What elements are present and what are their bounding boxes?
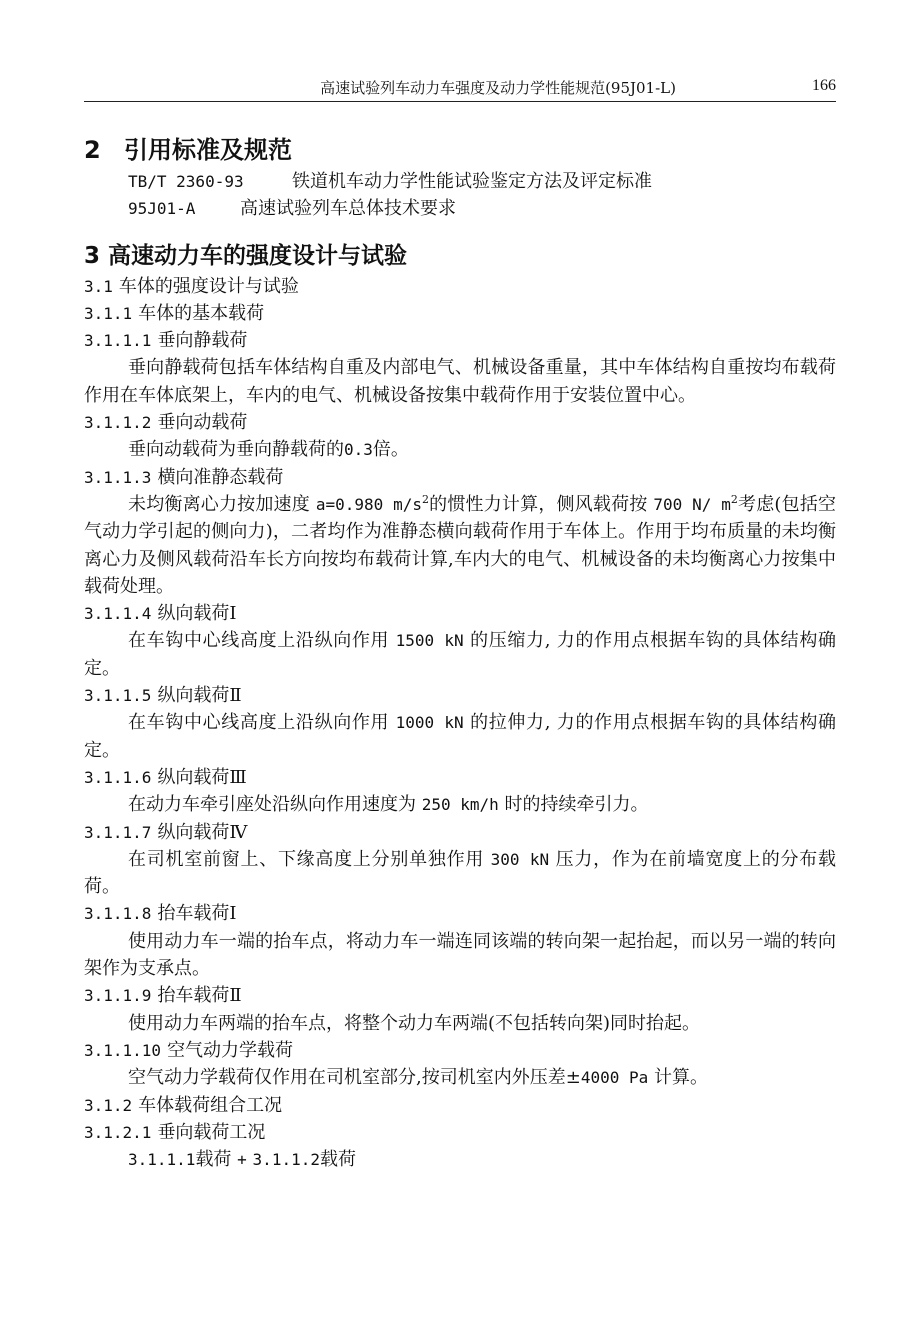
page-header xyxy=(84,77,836,102)
page-content xyxy=(84,132,836,1173)
header-title: 高速试验列车动力车强度及动力学性能规范(95J01-L) xyxy=(320,79,676,97)
subsection-heading: 3.1.1.2 垂向动载荷 xyxy=(84,412,248,434)
paragraph: 在司机室前窗上、下缘高度上分别单独作用 300 kN 压力，作为在前墙宽度上的分布载荷。 xyxy=(84,848,836,898)
section-title: 引用标准及规范 xyxy=(124,136,292,164)
section-number: 3 xyxy=(84,242,101,269)
section-title: 高速动力车的强度设计与试验 xyxy=(108,242,408,269)
subsection-heading: 3.1.1.4 纵向载荷Ⅰ xyxy=(84,603,237,625)
paragraph: 在动力车牵引座处沿纵向作用速度为 250 km/h 时的持续牵引力。 xyxy=(128,794,649,816)
paragraph: 在车钩中心线高度上沿纵向作用 1500 kN 的压缩力, 力的作用点根据车钩的具体结构确定。 xyxy=(84,630,836,679)
section-3-heading xyxy=(84,239,836,273)
section-number: 2 xyxy=(84,136,101,164)
reference-item xyxy=(128,168,836,195)
subsection-heading: 3.1 车体的强度设计与试验 xyxy=(84,275,299,297)
subsection-heading: 3.1.1.5 纵向载荷Ⅱ xyxy=(84,685,242,707)
load-combination: 3.1.1.1载荷 + 3.1.1.2载荷 xyxy=(128,1149,356,1171)
reference-code: TB/T 2360-93 xyxy=(128,172,244,191)
paragraph: 使用动力车一端的抬车点，将动力车一端连同该端的转向架一起抬起，而以另一端的转向架作为支承点。 xyxy=(84,930,836,980)
section-2-heading xyxy=(84,132,836,168)
paragraph: 垂向静载荷包括车体结构自重及内部电气、机械设备重量，其中车体结构自重按均布载荷作用在车体底架上，车内的电气、机械设备按集中载荷作用于安装位置中心。 xyxy=(84,357,836,406)
paragraph: 在车钩中心线高度上沿纵向作用 1000 kN 的拉伸力, 力的作用点根据车钩的具体结构确定。 xyxy=(84,712,836,761)
paragraph: 空气动力学载荷仅作用在司机室部分,按司机室内外压差±4000 Pa 计算。 xyxy=(128,1067,708,1089)
subsection-heading: 3.1.2.1 垂向载荷工况 xyxy=(84,1121,266,1143)
subsection-heading: 3.1.1.10 空气动力学载荷 xyxy=(84,1039,294,1061)
subsection-heading: 3.1.1.9 抬车载荷Ⅱ xyxy=(84,985,242,1007)
subsection-heading: 3.1.2 车体载荷组合工况 xyxy=(84,1094,283,1116)
subsection-heading: 3.1.1.8 抬车载荷Ⅰ xyxy=(84,903,237,925)
paragraph: 未均衡离心力按加速度 a=0.980 $m/s^2$的惯性力计算，侧风载荷按 700 N/ $m^2$考虑(包括空气动力学引起的侧向力)，二者均作为准静态横向载荷作用于车体上。作用于均布质量的未均衡离心力及侧风载荷沿车长方向按均布载荷计算,车内大的电气、机械设备的未均衡离心力按集中载荷处理。 xyxy=(84,492,837,597)
subsection-heading: 3.1.1 车体的基本载荷 xyxy=(84,302,265,324)
subsection-heading: 3.1.1.6 纵向载荷Ⅲ xyxy=(84,766,247,788)
reference-text: 铁道机车动力学性能试验鉴定方法及评定标准 xyxy=(292,171,652,192)
paragraph: 垂向动载荷为垂向静载荷的0.3倍。 xyxy=(128,439,409,461)
reference-code: 95J01-A xyxy=(128,199,196,219)
reference-item xyxy=(128,195,836,222)
reference-text: 高速试验列车总体技术要求 xyxy=(240,198,456,220)
subsection-heading: 3.1.1.3 横向准静态载荷 xyxy=(84,466,284,488)
subsection-heading: 3.1.1.7 纵向载荷Ⅳ xyxy=(84,821,248,843)
subsection-heading: 3.1.1.1 垂向静载荷 xyxy=(84,330,248,352)
paragraph: 使用动力车两端的抬车点，将整个动力车两端(不包括转向架)同时抬起。 xyxy=(128,1012,701,1034)
page-number: 166 xyxy=(812,77,836,94)
